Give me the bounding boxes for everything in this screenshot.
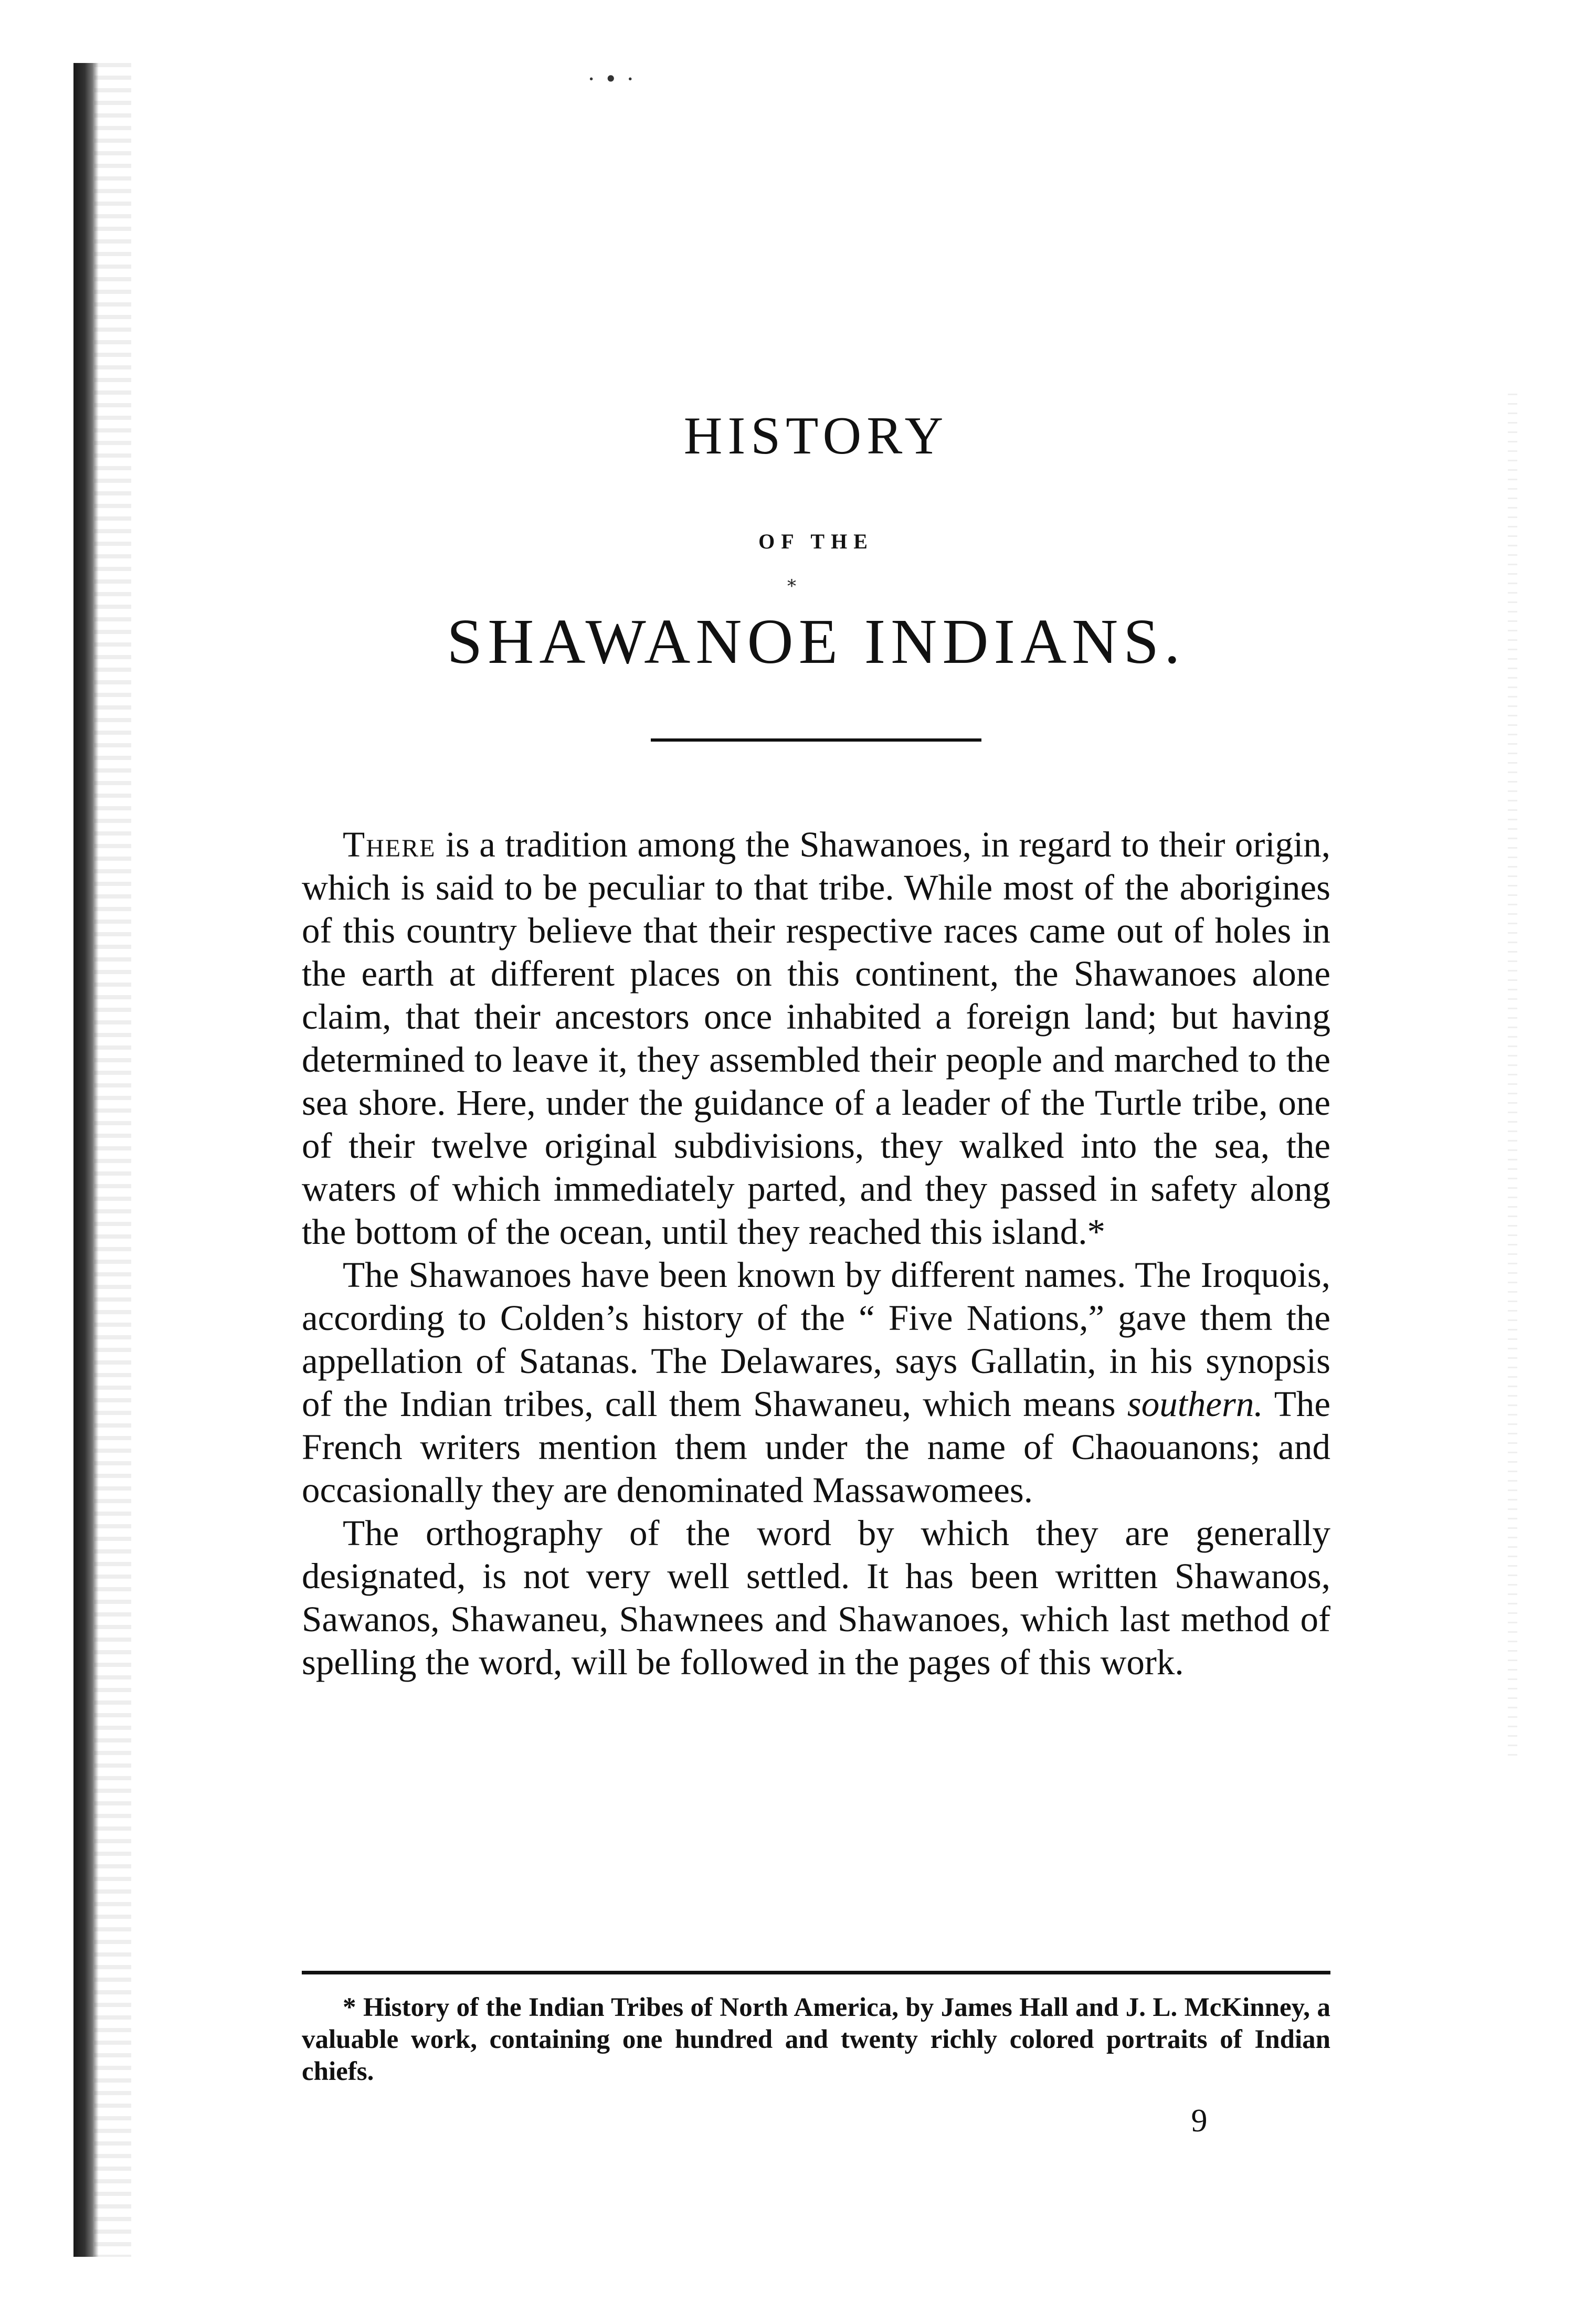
paragraph-2-text-start: The Shawanoes have been known by different names. The Iroquois, according to Colden’s history of the “ Five Nations,” gave them the appellation of Satanas. The Delawares, says Gallatin, in his synopsis of the Indian tribes, call them Shawaneu, which means — [302, 1255, 1330, 1424]
paragraph-2 — [302, 1253, 1330, 1512]
title-rule — [651, 738, 981, 742]
paragraph-1 — [302, 823, 1330, 1253]
body-text — [302, 823, 1330, 1684]
footnote: * History of the Indian Tribes of North America, by James Hall and J. L. McKinney, a valuable work, containing one hundred and twenty richly colored portraits of Indian chiefs. — [302, 1993, 1330, 2086]
page-number: 9 — [1191, 2103, 1208, 2139]
page-title: HISTORY — [683, 406, 949, 466]
paragraph-3: The orthography of the word by which they are generally designated, is not very well settled. It has been written Shawanos, Sawanos, Shawaneu, Shawnees and Shawanoes, which last method of spelling the word, will be followed in the pages of this work. — [302, 1513, 1330, 1682]
paragraph-1-lead: There — [343, 825, 436, 864]
footnote-rule — [302, 1971, 1330, 1974]
paragraph-1-text: is a tradition among the Shawanoes, in regard to their origin, which is said to be peculiar to that tribe. While most of the aborigines of this country believe that their respective races came out of holes in the earth at different places on this continent, the Shawanoes alone claim, that their ancestors once inhabited a foreign land; but having determined to leave it, they assembled their people and marched to the sea shore. Here, under the guidance of a leader of the Turtle tribe, one of their twelve original subdivisions, they walked into the sea, the waters of which immediately parted, and they passed in safety along the bottom of the ocean, until they reached this island.* — [302, 825, 1330, 1252]
main-title: SHAWANOE INDIANS. — [447, 606, 1186, 677]
binding-edge — [73, 63, 99, 2257]
page-speckle — [1508, 394, 1517, 1758]
page-subtitle: OF THE — [758, 530, 874, 553]
ornament-dots: ·•· — [588, 66, 643, 92]
title-ornament: * — [787, 576, 796, 597]
paragraph-2-italic: southern. — [1127, 1384, 1263, 1424]
paragraph-2-text-end: The French writers mention them under the name of Chaouanons; and occasionally they are denominated Massawomees. — [302, 1384, 1331, 1510]
